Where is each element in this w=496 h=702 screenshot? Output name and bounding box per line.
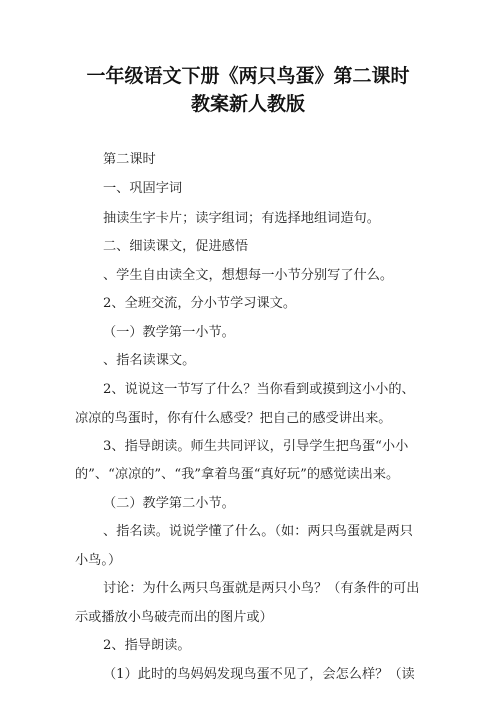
body-line: 第二课时 <box>103 152 156 167</box>
body-line: 凉凉的鸟蛋时，你有什么感受？把自己的感受讲出来。 <box>75 411 392 426</box>
body-line: 、指名读。说说学懂了什么。（如：两只鸟蛋就是两只 <box>103 524 413 539</box>
body-line: （二）教学第二小节。 <box>103 496 235 511</box>
body-line: 、指名读课文。 <box>103 353 196 368</box>
body-line: 一、巩固字词 <box>103 181 183 196</box>
body-line: 2、指导朗读。 <box>103 638 191 653</box>
body-line: 、学生自由读全文，想想每一小节分别写了什么。 <box>103 268 394 283</box>
body-line: 抽读生字卡片；读字组词；有选择地组词造句。 <box>103 211 380 226</box>
body-line: 小鸟。） <box>75 553 122 568</box>
body-line: （1）此时的鸟妈妈发现鸟蛋不见了，会怎么样？（读 <box>103 667 415 682</box>
body-line: 2、全班交流，分小节学习课文。 <box>103 296 297 311</box>
body-line: 示或播放小鸟破壳而出的图片或） <box>75 610 273 625</box>
body-line: 的”、“凉凉的”、“我”拿着鸟蛋“真好玩”的感觉读出来。 <box>75 467 400 482</box>
body-line: 2、说说这一节写了什么？当你看到或摸到这小小的、 <box>103 382 415 397</box>
body-line: （一）教学第一小节。 <box>103 325 235 340</box>
document-title-line-1: 一年级语文下册《两只鸟蛋》第二课时 <box>86 65 410 87</box>
document-title-line-2: 教案新人教版 <box>190 93 305 115</box>
body-line: 讨论：为什么两只鸟蛋就是两只小鸟？（有条件的可出 <box>103 581 420 596</box>
body-line: 3、指导朗读。师生共同评议，引导学生把鸟蛋“小小 <box>103 439 409 454</box>
body-line: 二、细读课文，促进感悟 <box>103 239 249 254</box>
